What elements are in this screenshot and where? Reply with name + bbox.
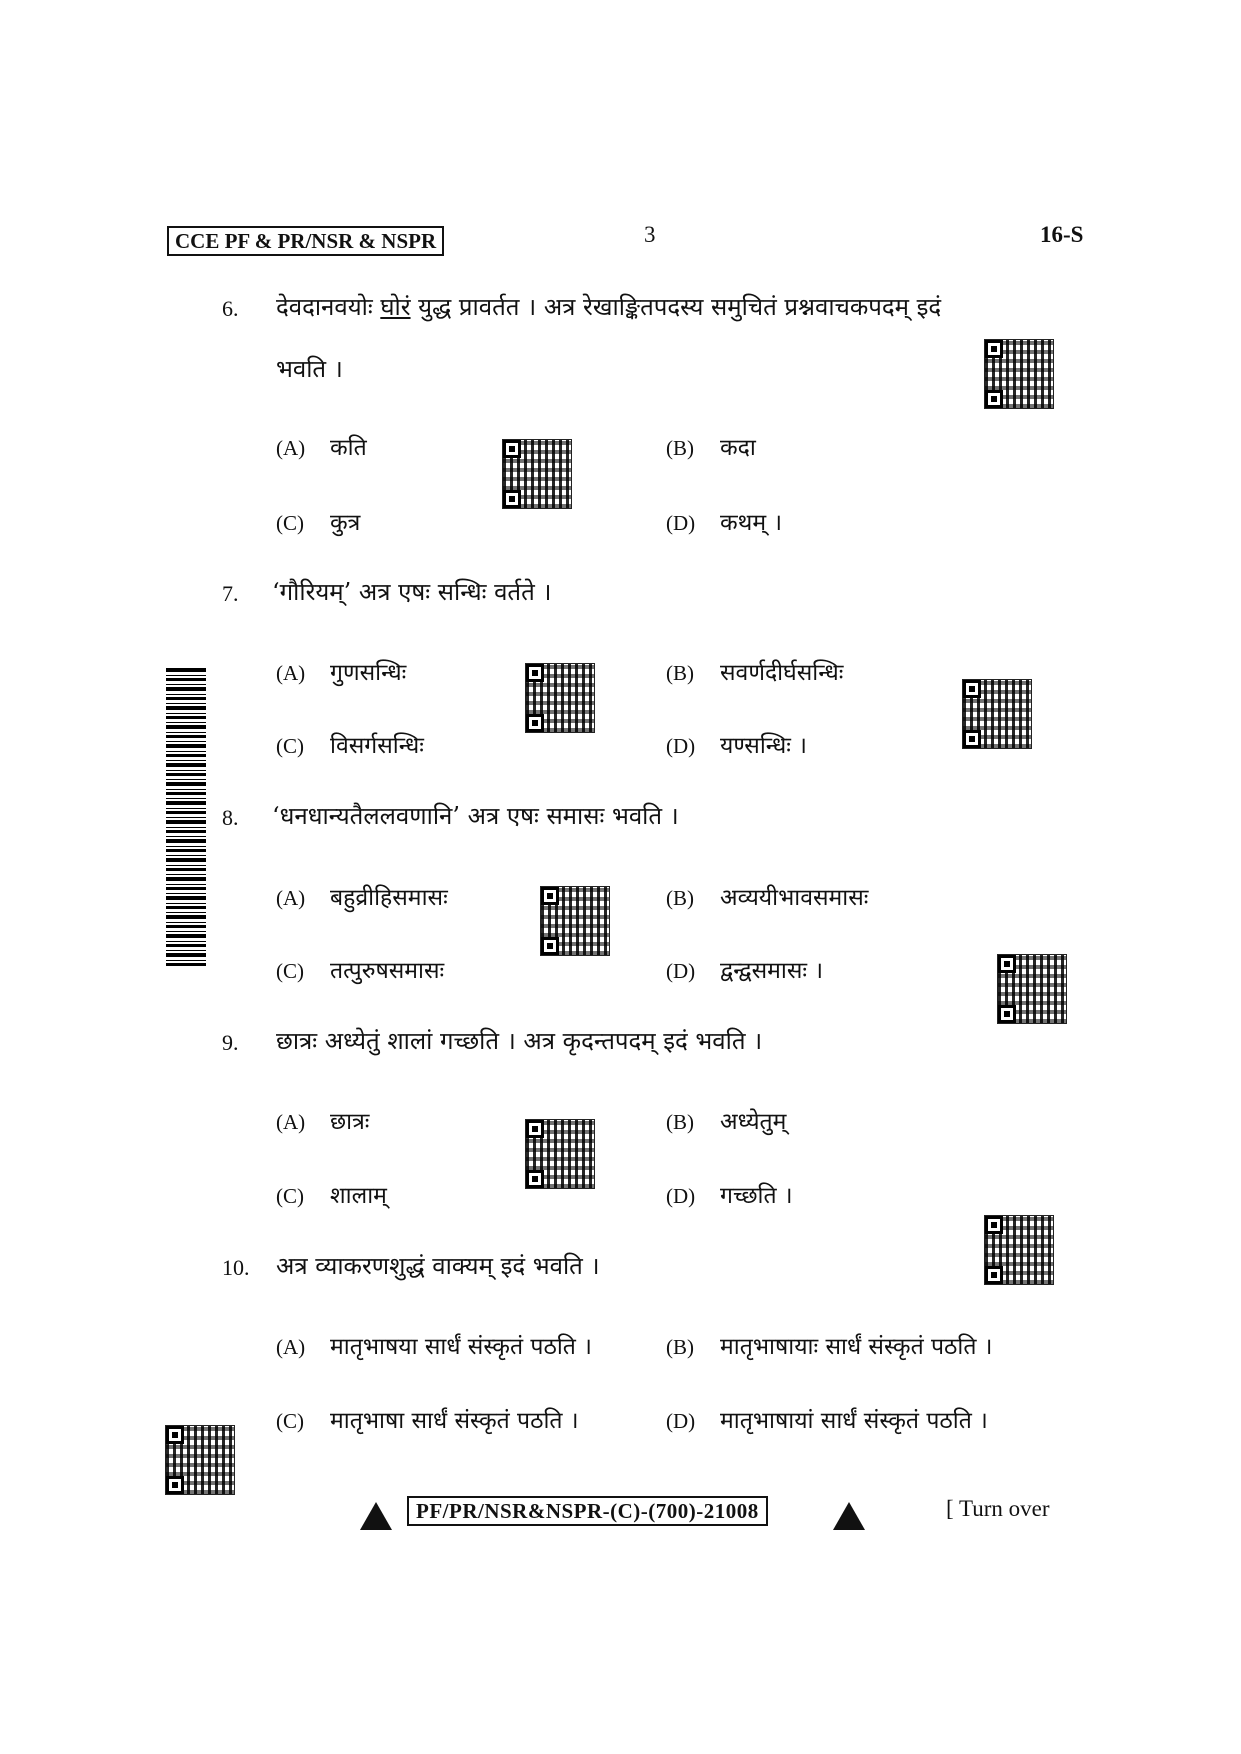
option-d[interactable]: [666, 1178, 793, 1210]
question-text: छात्रः अध्येतुं शालां गच्छति । अत्र कृदन्तपदम् इदं भवति ।: [276, 1027, 763, 1055]
qr-code: [985, 1216, 1053, 1284]
question-text: ‘गौरियम्’ अत्र एषः सन्धिः वर्तते ।: [272, 578, 552, 606]
qr-code: [985, 340, 1053, 408]
option-text: कुत्र: [330, 510, 361, 536]
option-label: (D): [666, 511, 696, 535]
option-text: विसर्गसन्धिः: [330, 733, 424, 759]
option-text: मातृभाषया सार्धं संस्कृतं पठति ।: [330, 1334, 592, 1360]
option-c[interactable]: [276, 505, 360, 537]
option-label: (C): [276, 734, 304, 758]
option-label: (B): [666, 661, 694, 685]
option-text: शालाम्: [330, 1183, 387, 1209]
option-text: कदा: [720, 435, 756, 461]
option-text: द्वन्द्वसमासः ।: [720, 958, 824, 984]
option-b[interactable]: [666, 1104, 786, 1136]
side-barcode: [166, 668, 206, 966]
option-label: (A): [276, 1110, 306, 1134]
question-number: 10.: [222, 1255, 250, 1280]
option-text: कति: [330, 435, 367, 461]
qr-code: [526, 1120, 594, 1188]
option-c[interactable]: [276, 728, 424, 760]
paper-version: 16-S: [1040, 222, 1084, 247]
option-text: छात्रः: [330, 1109, 370, 1135]
question-text-part: देवदानवयोः: [276, 293, 381, 321]
question-number: 7.: [222, 581, 239, 606]
option-label: (B): [666, 1335, 694, 1359]
option-a[interactable]: [276, 1329, 592, 1361]
option-c[interactable]: [276, 1403, 579, 1435]
option-text: गच्छति ।: [720, 1183, 793, 1209]
footer-triangle-left: [360, 1502, 392, 1530]
question-number: 6.: [222, 296, 239, 321]
option-text: गुणसन्धिः: [330, 660, 407, 686]
paper-code: CCE PF & PR/NSR & NSPR: [167, 226, 444, 256]
qr-code: [503, 440, 571, 508]
qr-code: [998, 955, 1066, 1023]
option-text: सवर्णदीर्घसन्धिः: [720, 660, 844, 686]
option-label: (A): [276, 436, 306, 460]
option-label: (C): [276, 511, 304, 535]
option-label: (D): [666, 959, 696, 983]
option-label: (B): [666, 436, 694, 460]
option-d[interactable]: [666, 505, 782, 537]
option-label: (B): [666, 886, 694, 910]
question-text: [276, 290, 941, 323]
option-text: अध्येतुम्: [720, 1109, 787, 1135]
option-label: (B): [666, 1110, 694, 1134]
option-text: मातृभाषायाः सार्धं संस्कृतं पठति ।: [720, 1334, 993, 1360]
option-text: मातृभाषायां सार्धं संस्कृतं पठति ।: [720, 1408, 988, 1434]
option-label: (D): [666, 1409, 696, 1433]
option-label: (C): [276, 1184, 304, 1208]
turn-over-note: [ Turn over: [946, 1496, 1050, 1521]
option-b[interactable]: [666, 655, 843, 687]
question-text-line2: भवति ।: [276, 355, 343, 383]
underlined-word: घोरं: [380, 293, 411, 321]
question-number: 9.: [222, 1030, 239, 1055]
option-text: यण्सन्धिः ।: [720, 733, 807, 759]
option-b[interactable]: [666, 430, 756, 462]
footer-code: PF/PR/NSR&NSPR-(C)-(700)-21008: [407, 1496, 768, 1526]
option-text: कथम् ।: [720, 510, 783, 536]
question-number: 8.: [222, 805, 239, 830]
option-label: (A): [276, 661, 306, 685]
qr-code: [541, 887, 609, 955]
option-d[interactable]: [666, 953, 823, 985]
option-d[interactable]: [666, 1403, 988, 1435]
option-label: (D): [666, 1184, 696, 1208]
option-d[interactable]: [666, 728, 807, 760]
footer-triangle-right: [833, 1502, 865, 1530]
option-text: बहुव्रीहिसमासः: [330, 885, 448, 911]
option-label: (C): [276, 1409, 304, 1433]
option-c[interactable]: [276, 1178, 387, 1210]
option-text: मातृभाषा सार्धं संस्कृतं पठति ।: [330, 1408, 579, 1434]
option-b[interactable]: [666, 880, 868, 912]
question-text: ‘धनधान्यतैललवणानि’ अत्र एषः समासः भवति ।: [272, 802, 679, 830]
question-text-part: युद्ध प्रावर्तत । अत्र रेखाङ्कितपदस्य समुचितं प्रश्नवाचकपदम् इदं: [410, 293, 942, 321]
option-c[interactable]: [276, 953, 444, 985]
option-b[interactable]: [666, 1329, 993, 1361]
option-a[interactable]: [276, 430, 367, 462]
page-number: 3: [644, 222, 656, 247]
option-text: अव्ययीभावसमासः: [720, 885, 869, 911]
qr-code: [963, 680, 1031, 748]
question-text: अत्र व्याकरणशुद्धं वाक्यम् इदं भवति ।: [276, 1252, 600, 1280]
qr-code: [166, 1426, 234, 1494]
option-label: (A): [276, 886, 306, 910]
option-text: तत्पुरुषसमासः: [330, 958, 445, 984]
qr-code: [526, 664, 594, 732]
option-a[interactable]: [276, 1104, 369, 1136]
option-label: (C): [276, 959, 304, 983]
option-a[interactable]: [276, 880, 448, 912]
option-label: (A): [276, 1335, 306, 1359]
option-a[interactable]: [276, 655, 406, 687]
option-label: (D): [666, 734, 696, 758]
